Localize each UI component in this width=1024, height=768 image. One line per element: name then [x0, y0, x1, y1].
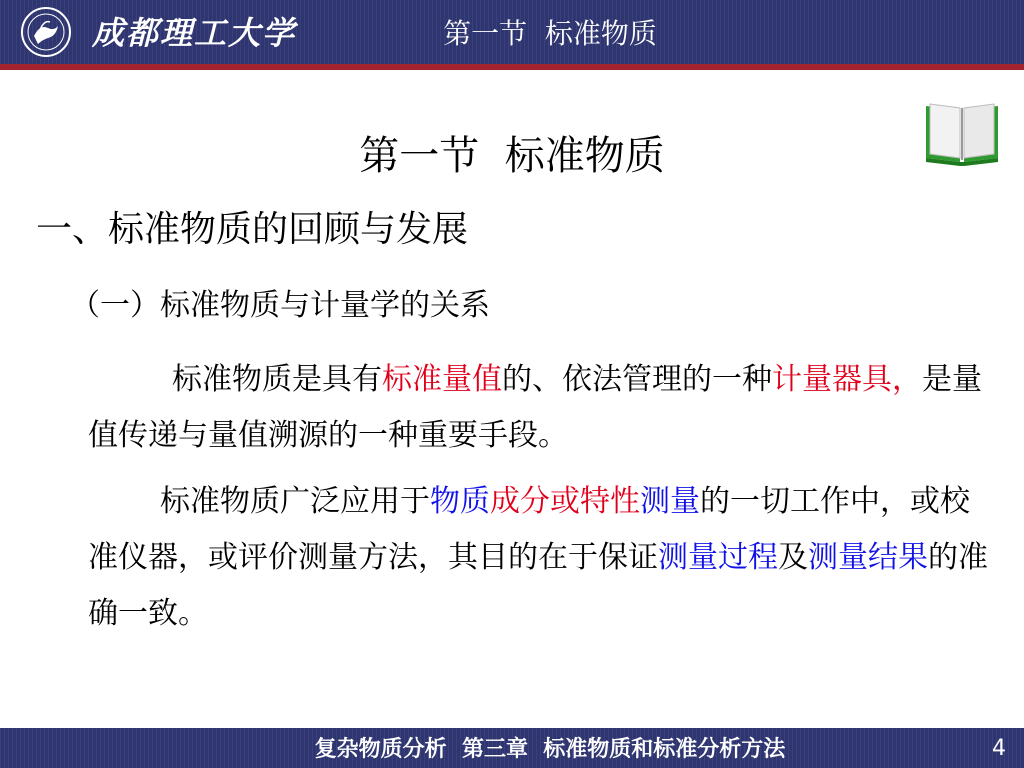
emphasis-blue: 测量过程 [658, 540, 778, 575]
text-run: 及 [778, 540, 808, 575]
subsection-heading: （一）标准物质与计量学的关系 [70, 288, 490, 323]
header-title: 第一节 标准物质 [443, 17, 657, 50]
text-run: 的一切工作中，或校准仪器，或评价测量方法，其目的在于保证 [88, 484, 970, 575]
section-heading: 一、标准物质的回顾与发展 [36, 209, 469, 250]
text-run: 标准物质广泛应用于 [160, 484, 430, 519]
footer-course-title: 复杂物质分析 第三章 标准物质和标准分析方法 [314, 736, 786, 762]
emphasis-blue: 测量 [640, 484, 700, 519]
text-run: 是量值传递与量值溯源的一种重要手段。 [88, 362, 982, 453]
emphasis-blue: 测量结果 [808, 540, 928, 575]
emphasis-blue: 物质 [430, 484, 490, 519]
text-run: 标准物质是具有 [172, 362, 382, 397]
text-run: 的、依法管理的一种 [502, 362, 772, 397]
text-run: 的准确一致。 [88, 540, 988, 631]
emphasis-red: 标准量值 [382, 362, 502, 397]
page-number: 4 [992, 736, 1006, 761]
footer-bar [0, 728, 1024, 768]
header-bar [0, 0, 1024, 70]
paragraph-definition [88, 352, 998, 464]
emphasis-red: 计量器具， [772, 362, 922, 397]
emphasis-red: 成分或特性 [490, 484, 640, 519]
university-logo-text: 成都理工大学 [92, 14, 297, 52]
paragraph-application [88, 474, 998, 642]
slide-title: 第一节 标准物质 [359, 133, 665, 179]
university-emblem-icon [20, 6, 72, 58]
